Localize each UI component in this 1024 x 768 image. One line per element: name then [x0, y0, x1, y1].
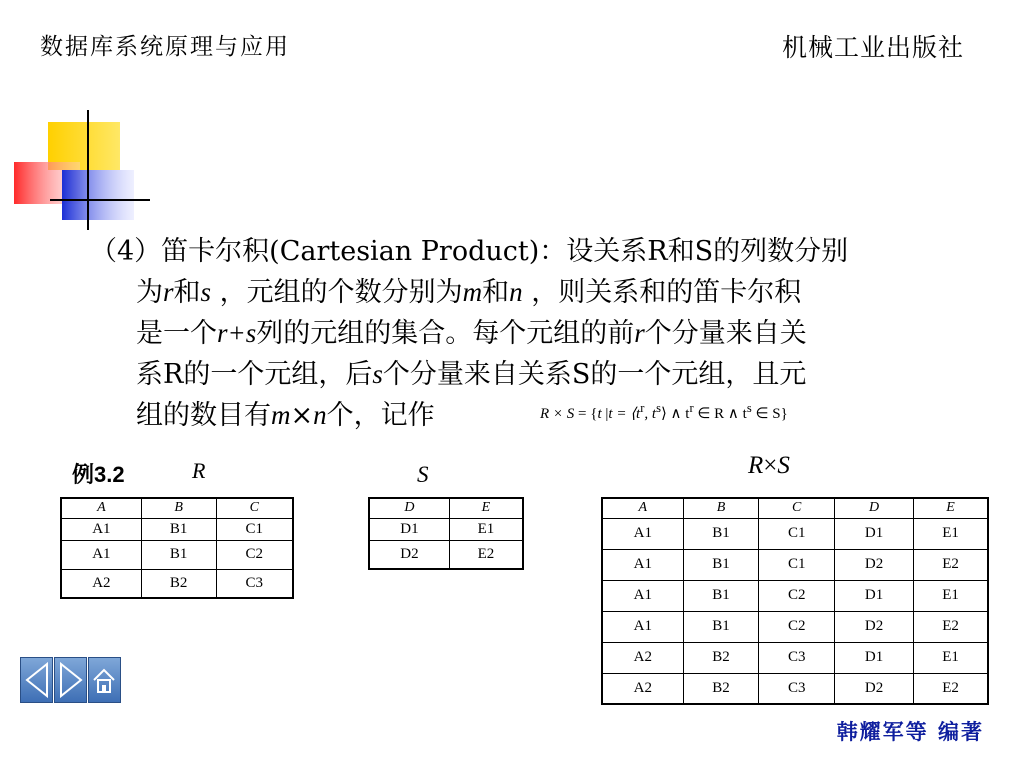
- table-cell: A1: [61, 518, 141, 540]
- product-label: R×S: [748, 452, 790, 479]
- table-cell: B1: [683, 611, 759, 642]
- relation-s-label: S: [417, 462, 429, 487]
- table-cell: A1: [61, 540, 141, 569]
- paragraph-text: m: [271, 400, 291, 430]
- table-cell: B1: [683, 549, 759, 580]
- table-row: [61, 518, 293, 540]
- paragraph-text: 是一个: [136, 318, 217, 349]
- paragraph-text: s: [372, 359, 383, 389]
- paragraph-text: m: [462, 277, 483, 307]
- paragraph-text: 组的数目有: [136, 400, 271, 431]
- table-header-row: [369, 498, 523, 518]
- table-cell: E1: [914, 580, 988, 611]
- table-cell: C3: [759, 642, 835, 673]
- paragraph-text: r+s: [217, 318, 257, 348]
- table-cell: C2: [759, 580, 835, 611]
- table-cell: B1: [141, 518, 216, 540]
- table-row: [602, 518, 988, 549]
- table-cell: C3: [216, 569, 293, 598]
- table-row: [61, 569, 293, 598]
- example-label: 例3.2: [72, 462, 125, 487]
- paragraph-line: [90, 313, 990, 354]
- table-cell: B2: [683, 673, 759, 704]
- paragraph-text: （4）笛卡尔积(Cartesian Product)：设关系R和S的列数分别: [90, 236, 849, 267]
- next-slide-button[interactable]: [54, 657, 87, 703]
- table-cell: D1: [835, 642, 914, 673]
- paragraph-text: 个分量来自关: [644, 318, 807, 349]
- table-cell: C2: [759, 611, 835, 642]
- cartesian-product-formula: R × S = {t $|t = ⟨t^r$, $t^s⟩$ ∧ $t^r$ ∈ R ∧ $t^s$ ∈ S}: [540, 401, 788, 422]
- next-icon: [55, 658, 86, 702]
- paragraph-text: 为: [136, 277, 163, 308]
- prev-icon: [21, 658, 52, 702]
- table-cell: D1: [369, 518, 449, 540]
- home-button[interactable]: [88, 657, 121, 703]
- paragraph-text: 列的元组的集合。每个元组的前: [256, 318, 635, 349]
- paragraph-text: 和: [173, 277, 201, 308]
- table-cell: D2: [369, 540, 449, 569]
- decorative-squares: [0, 110, 150, 230]
- table-cell: D2: [835, 549, 914, 580]
- column-header: D: [835, 498, 914, 518]
- table-cell: D1: [835, 518, 914, 549]
- table-cell: B2: [141, 569, 216, 598]
- paragraph-line: [90, 354, 990, 395]
- table-cell: B1: [683, 580, 759, 611]
- paragraph-text: n: [313, 400, 327, 430]
- paragraph-line: [90, 272, 990, 313]
- table-row: [61, 540, 293, 569]
- table-cell: C1: [759, 549, 835, 580]
- table-cell: D2: [835, 611, 914, 642]
- column-header: B: [141, 498, 216, 518]
- table-row: [602, 642, 988, 673]
- table-row: [369, 518, 523, 540]
- paragraph-text: 个，记作: [326, 400, 435, 431]
- column-header: E: [449, 498, 523, 518]
- table-cell: A1: [602, 549, 683, 580]
- table-cell: A2: [602, 642, 683, 673]
- product-table: [601, 497, 989, 705]
- column-header: E: [914, 498, 988, 518]
- paragraph-text: ×: [290, 400, 314, 431]
- paragraph-text: r: [163, 277, 174, 307]
- table-row: [602, 580, 988, 611]
- table-cell: A1: [602, 611, 683, 642]
- column-header: A: [602, 498, 683, 518]
- paragraph-text: 个分量来自关系S的一个元组，且元: [382, 359, 807, 390]
- table-cell: B1: [683, 518, 759, 549]
- table-cell: E2: [914, 611, 988, 642]
- table-cell: E1: [449, 518, 523, 540]
- table-cell: E2: [449, 540, 523, 569]
- column-header: B: [683, 498, 759, 518]
- authors: 韩耀军等 编著: [836, 719, 984, 744]
- table-cell: C2: [216, 540, 293, 569]
- table-cell: B1: [141, 540, 216, 569]
- relation-s-table: [368, 497, 524, 570]
- table-header-row: [61, 498, 293, 518]
- table-cell: A1: [602, 518, 683, 549]
- table-header-row: [602, 498, 988, 518]
- table-cell: A1: [602, 580, 683, 611]
- relation-r-table: [60, 497, 294, 599]
- paragraph-text: 和: [482, 277, 510, 308]
- table-row: [602, 611, 988, 642]
- home-icon: [89, 658, 120, 702]
- table-row: [602, 673, 988, 704]
- paragraph-text: n: [509, 277, 523, 307]
- table-cell: E1: [914, 642, 988, 673]
- table-cell: E2: [914, 549, 988, 580]
- publisher: 机械工业出版社: [781, 33, 964, 62]
- table-cell: B2: [683, 642, 759, 673]
- paragraph-line: [90, 232, 990, 272]
- table-cell: E2: [914, 673, 988, 704]
- table-row: [369, 540, 523, 569]
- table-cell: D1: [835, 580, 914, 611]
- paragraph-text: s: [200, 277, 212, 307]
- paragraph-text: 系R的一个元组，后: [136, 359, 373, 390]
- paragraph-text: r: [634, 318, 645, 348]
- paragraph-text: ，元组的个数分别为: [211, 277, 463, 308]
- column-header: C: [216, 498, 293, 518]
- table-row: [602, 549, 988, 580]
- course-title: 数据库系统原理与应用: [40, 34, 290, 60]
- table-cell: C3: [759, 673, 835, 704]
- table-cell: A2: [602, 673, 683, 704]
- relation-r-label: R: [192, 458, 206, 483]
- table-cell: C1: [216, 518, 293, 540]
- column-header: A: [61, 498, 141, 518]
- table-cell: A2: [61, 569, 141, 598]
- table-cell: E1: [914, 518, 988, 549]
- column-header: C: [759, 498, 835, 518]
- table-cell: D2: [835, 673, 914, 704]
- prev-slide-button[interactable]: [20, 657, 53, 703]
- paragraph-text: ，则关系和的笛卡尔积: [522, 277, 802, 308]
- column-header: D: [369, 498, 449, 518]
- table-cell: C1: [759, 518, 835, 549]
